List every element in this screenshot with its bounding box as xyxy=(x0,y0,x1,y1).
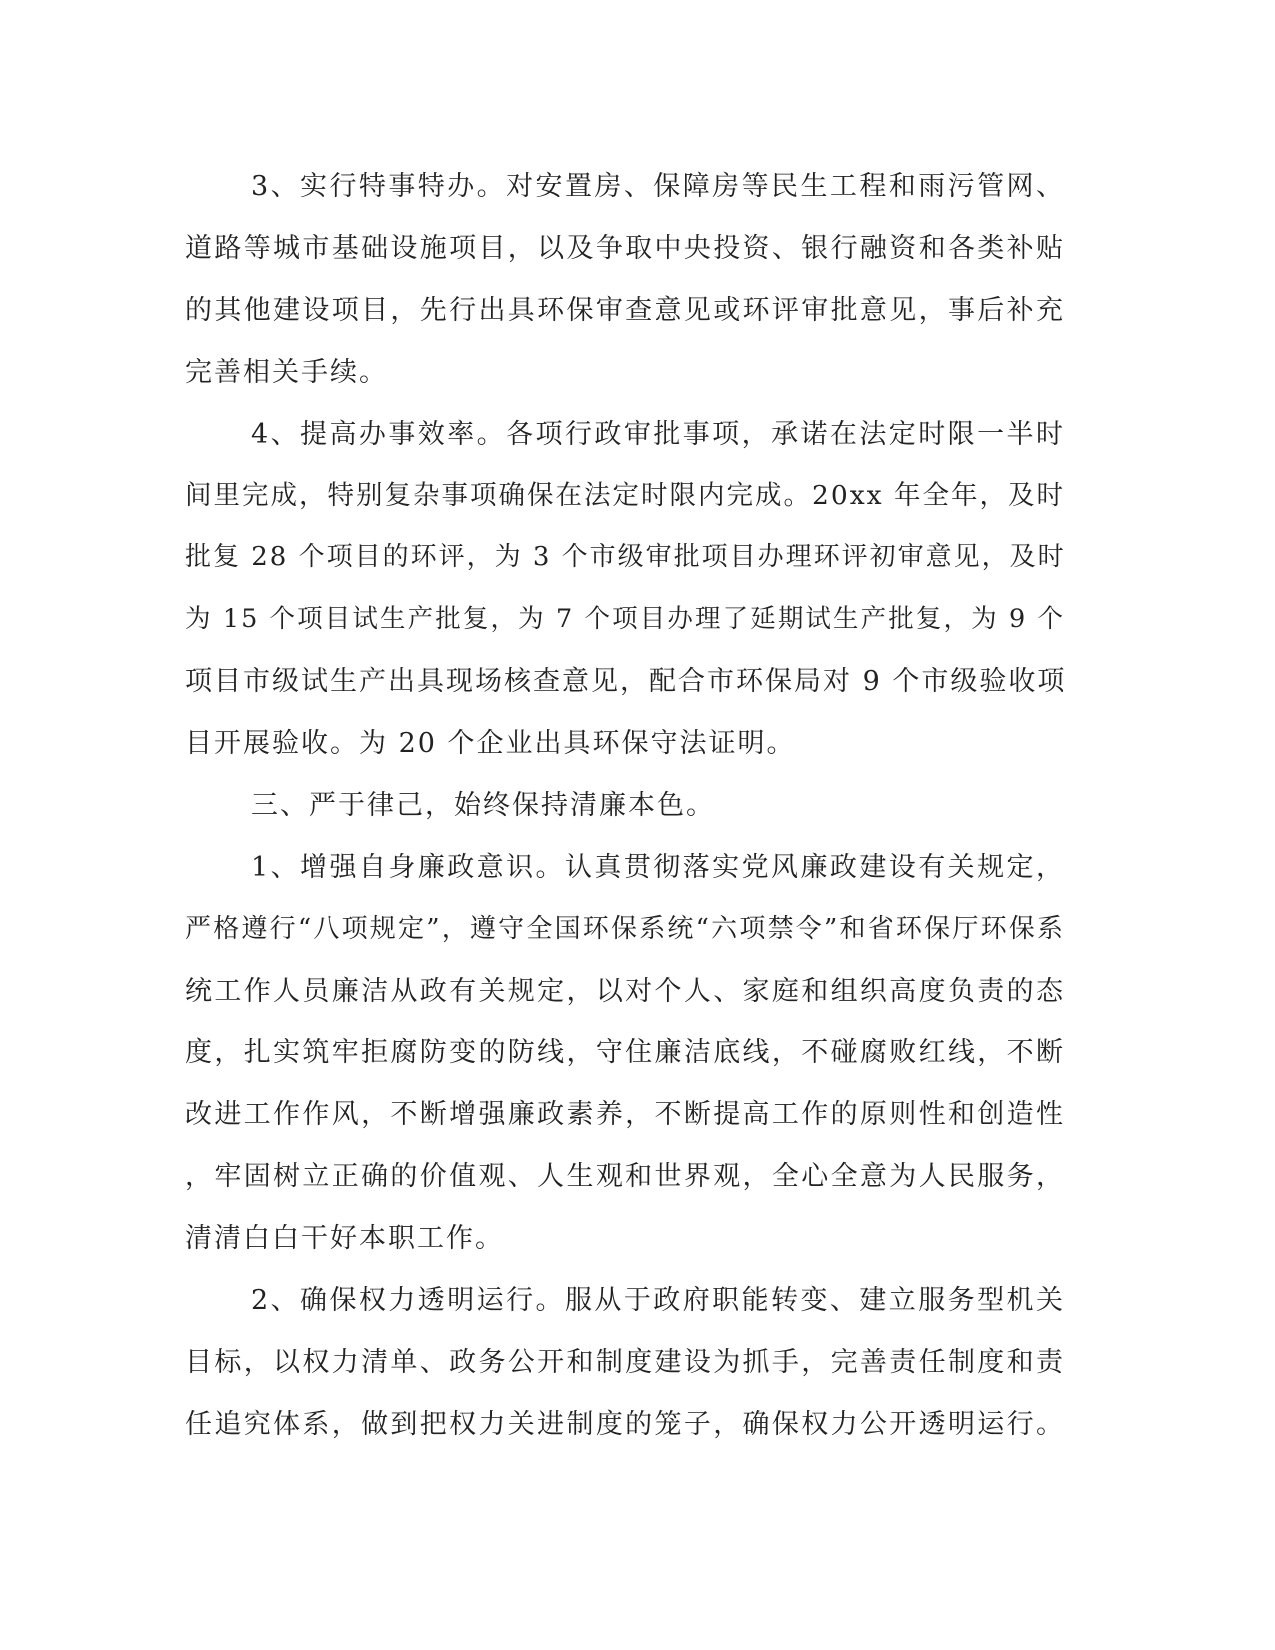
text-line: 批复 28 个项目的环评，为 3 个市级审批项目办理环评初审意见，及时 xyxy=(185,542,1066,573)
text-line: 目开展验收。为 20 个企业出具环保守法证明。 xyxy=(185,728,796,760)
text-line: 目标，以权力清单、政务公开和制度建设为抓手，完善责任制度和责 xyxy=(185,1346,1065,1378)
text-line: 完善相关手续。 xyxy=(185,356,388,388)
text-line: 改进工作作风，不断增强廉政素养，不断提高工作的原则性和创造性 xyxy=(185,1099,1065,1131)
text-line: 统工作人员廉洁从政有关规定，以对个人、家庭和组织高度负责的态 xyxy=(185,975,1065,1007)
text-line: 严格遵行“八项规定”，遵守全国环保系统“六项禁令”和省环保厅环保系 xyxy=(185,913,1065,944)
text-line: 项目市级试生产出具现场核查意见，配合市环保局对 9 个市级验收项 xyxy=(185,666,1067,698)
text-line: 为 15 个项目试生产批复，为 7 个项目办理了延期试生产批复，为 9 个 xyxy=(185,604,1065,635)
text-line: 4、提高办事效率。各项行政审批事项，承诺在法定时限一半时 xyxy=(251,418,1065,450)
text-line: 道路等城市基础设施项目，以及争取中央投资、银行融资和各类补贴 xyxy=(185,232,1065,264)
text-line: 1、增强自身廉政意识。认真贯彻落实党风廉政建设有关规定， xyxy=(251,851,1065,883)
text-line: 三、严于律己，始终保持清廉本色。 xyxy=(251,789,715,821)
text-line: ，牢固树立正确的价值观、人生观和世界观，全心全意为人民服务， xyxy=(185,1161,1065,1193)
text-line: 的其他建设项目，先行出具环保审查意见或环评审批意见，事后补充 xyxy=(185,294,1065,326)
text-line: 3、实行特事特办。对安置房、保障房等民生工程和雨污管网、 xyxy=(251,171,1065,202)
document-body xyxy=(185,156,1065,1456)
text-line: 间里完成，特别复杂事项确保在法定时限内完成。20xx 年全年，及时 xyxy=(185,480,1066,512)
text-line: 清清白白干好本职工作。 xyxy=(185,1223,504,1255)
text-line: 2、确保权力透明运行。服从于政府职能转变、建立服务型机关 xyxy=(251,1285,1065,1317)
text-line: 任追究体系，做到把权力关进制度的笼子，确保权力公开透明运行。 xyxy=(185,1408,1065,1440)
text-line: 度，扎实筑牢拒腐防变的防线，守住廉洁底线，不碰腐败红线，不断 xyxy=(185,1037,1065,1069)
